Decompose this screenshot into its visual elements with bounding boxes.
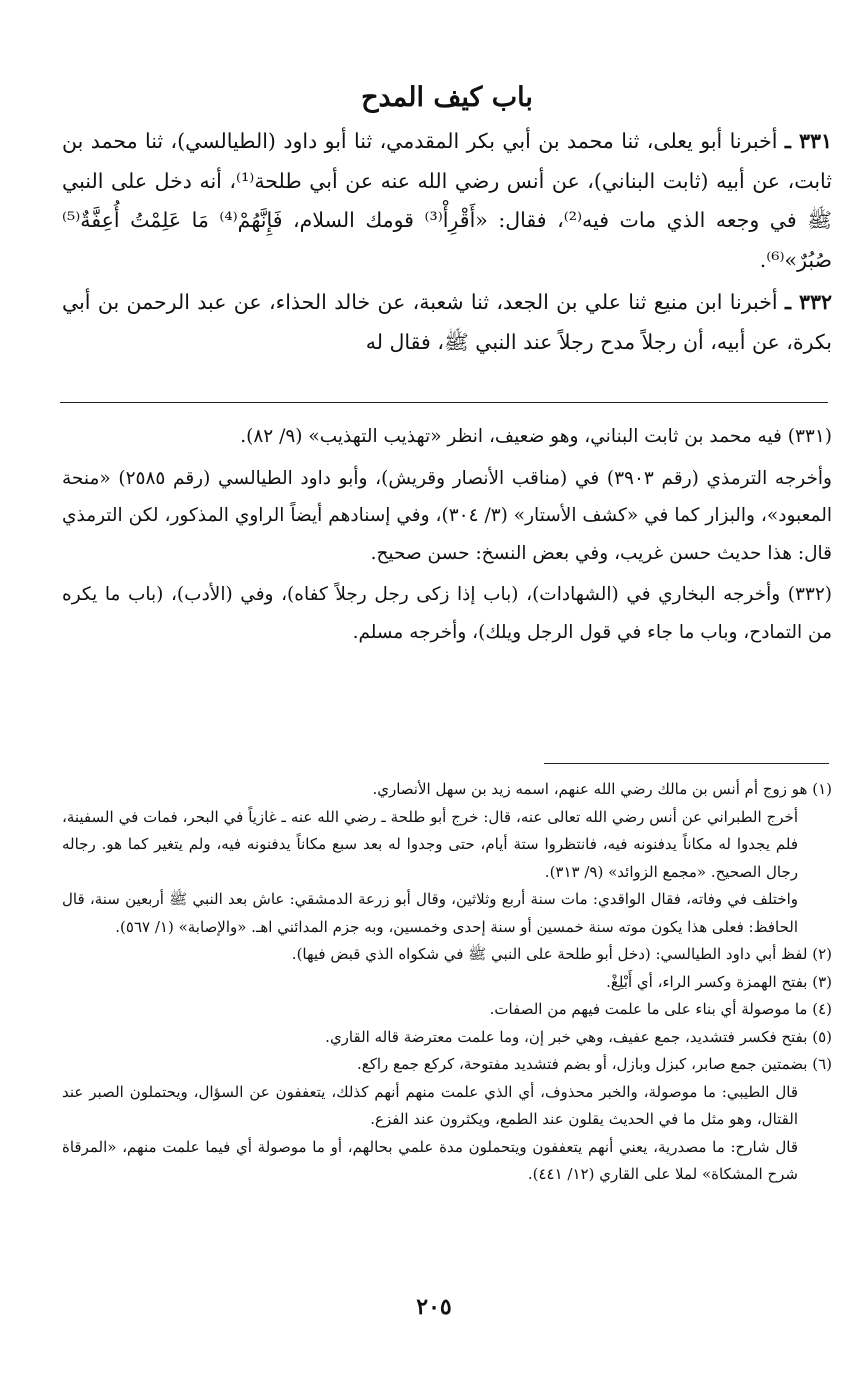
footnote: (٤) ما موصولة أي بناء على ما علمت فيهم من الصفات.: [489, 1000, 832, 1018]
footnote: (٢) لفظ أبي داود الطيالسي: (دخل أبو طلحة على النبي ﷺ في شكواه الذي قبض فيها).: [291, 945, 832, 963]
hadith-text: أخبرنا ابن منيع ثنا علي بن الجعد، ثنا شعبة، عن خالد الحذاء، عن عبد الرحمن بن أبي بكرة، عن أبيه، أن رجلاً مدح رجلاً عند النبي ﷺ، فقال له: [62, 290, 832, 354]
footnote: (١) هو زوج أم أنس بن مالك رضي الله عنهم، اسمه زيد بن سهل الأنصاري.: [372, 780, 832, 798]
footnote-continuation: قال شارح: ما مصدرية، يعني أنهم يتعففون ويتحملون مدة علمي بحالهم، أو ما موصولة أي فيما علمت منهم، «المرقاة شرح المشكاة» لملا على القاري (١٢/ ٤٤١).: [62, 1137, 798, 1183]
footnotes: [62, 776, 832, 1189]
footnote: (٦) بضمتين جمع صابر، كبزل وبازل، أو بضم فتشديد مفتوحة، كركع جمع راكع.: [356, 1055, 832, 1073]
section-divider: [60, 402, 828, 403]
hadith-text: أخبرنا أبو يعلى، ثنا محمد بن أبي بكر المقدمي، ثنا أبو داود (الطيالسي)، ثنا محمد بن ثابت، عن أبيه (ثابت البناني)، عن أنس رضي الله عنه عن أبي طلحة⁽¹⁾، أنه دخل على النبي ﷺ في وجعه الذي مات فيه⁽²⁾، فقال: «أَقْرِأْ⁽³⁾ قومك السلام، فَإِنَّهُمْ⁽⁴⁾ مَا عَلِمْتُ أُعِفَّةٌ⁽⁵⁾ صُبُرٌ»⁽⁶⁾.: [62, 129, 832, 272]
footnote-continuation: قال الطيبي: ما موصولة، والخبر محذوف، أي الذي علمت منهم أنهم كذلك، يتعففون عن السؤال، ويحتملون الصبر عند القتال، وهو مثل ما في الحديث يقلون عند الطمع، ويكثرون عند الفزع.: [62, 1082, 798, 1128]
note-paragraph: وأخرجه الترمذي (رقم ٣٩٠٣) في (مناقب الأنصار وقريش)، وأبو داود الطيالسي (رقم ٢٥٨٥) «منحة المعبود»، والبزار كما في «كشف الأستار» (٣/ ٣٠٤)، وفي إسنادهم أيضاً الراوي المذكور، لكن الترمذي قال: هذا حديث حسن غريب، وفي بعض النسخ: حسن صحيح.: [62, 467, 832, 564]
footnote: (٣) بفتح الهمزة وكسر الراء، أي أَبْلِغْ.: [606, 972, 832, 991]
hadith-list: [62, 122, 832, 362]
takhrij-notes: [62, 418, 832, 651]
hadith-332: [62, 283, 832, 362]
chapter-title: باب كيف المدح: [361, 82, 533, 113]
footnote-divider: [544, 763, 829, 764]
footnote: (٥) بفتح فكسر فتشديد، جمع عفيف، وهي خبر إن، وما علمت معترضة قاله القاري.: [325, 1027, 832, 1046]
page-number: ٢٠٥: [416, 1294, 452, 1320]
footnote-continuation: أخرج الطبراني عن أنس رضي الله تعالى عنه، قال: خرج أبو طلحة ـ رضي الله عنه ـ غازياً في البحر، فمات في السفينة، فلم يجدوا له مكاناً يدفنونه فيه، فانتظروا ستة أيام، حتى وجدوا له بعد سبع مكاناً يدفنونه فيه، ولم يتغير كما هو. رجاله رجال الصحيح. «مجمع الزوائد» (٩/ ٣١٣).: [62, 807, 798, 881]
hadith-number: ٣٣١ ـ: [784, 129, 832, 153]
main-text-block: [62, 78, 832, 362]
note-paragraph: (٣٣٢) وأخرجه البخاري في (الشهادات)، (باب إذا زكى رجل رجلاً كفاه)، وفي (الأدب)، (باب ما يكره من التمادح، وباب ما جاء في قول الرجل ويلك)، وأخرجه مسلم.: [62, 584, 832, 643]
hadith-number: ٣٣٢ ـ: [784, 290, 832, 314]
hadith-331: [62, 122, 832, 280]
note-paragraph: (٣٣١) فيه محمد بن ثابت البناني، وهو ضعيف، انظر «تهذيب التهذيب» (٩/ ٨٢).: [240, 426, 832, 447]
footnote-continuation: واختلف في وفاته، فقال الواقدي: مات سنة أربع وثلاثين، وقال أبو زرعة الدمشقي: عاش بعد النبي ﷺ أربعين سنة، قال الحافظ: فعلى هذا يكون موته سنة خمسين أو سنة إحدى وخمسين، وبه جزم المدائني اهـ. «والإصابة» (١/ ٥٦٧).: [62, 890, 799, 936]
